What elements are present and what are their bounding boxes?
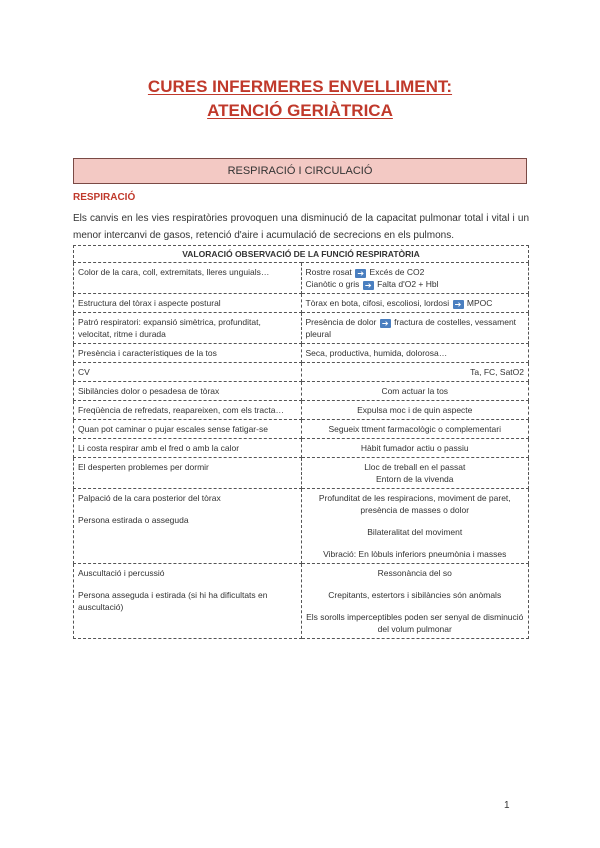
- arrow-right-icon: ➔: [363, 281, 374, 290]
- cell-text: Presència de dolor: [305, 317, 377, 327]
- cell-text: Entorn de la vivenda: [376, 474, 454, 484]
- table-cell-left: Patró respiratori: expansió simètrica, profunditat, velocitat, ritme i durada: [74, 313, 302, 344]
- cell-text: Excés de CO2: [369, 267, 425, 277]
- table-cell-left: El desperten problemes per dormir: [74, 458, 302, 489]
- table-cell-left: [74, 489, 302, 564]
- cell-text: Profunditat de les respiracions, moviment de paret, presència de masses o dolor: [318, 493, 511, 515]
- cell-text: Lloc de treball en el passat: [364, 462, 466, 472]
- cell-text: Falta d'O2 + Hbl: [377, 279, 439, 289]
- table-cell-right: Expulsa moc i de quin aspecte: [301, 401, 529, 420]
- assessment-table: [73, 245, 529, 639]
- table-cell-left: CV: [74, 363, 302, 382]
- cell-text: fractura de costelles, vessament pleural: [305, 317, 517, 339]
- table-row: [74, 382, 529, 401]
- table-cell-left: Quan pot caminar o pujar escales sense fatigar-se: [74, 420, 302, 439]
- table-cell-left: Estructura del tòrax i aspecte postural: [74, 294, 302, 313]
- cell-text: Bilateralitat del moviment: [367, 527, 463, 537]
- cell-text: Auscultació i percussió: [78, 568, 165, 578]
- arrow-right-icon: ➔: [355, 269, 366, 278]
- cell-text: Ressonància del so: [377, 568, 452, 578]
- table-row: [74, 363, 529, 382]
- table-row: [74, 489, 529, 564]
- table-cell-right: [301, 564, 529, 639]
- section-heading-box: [73, 158, 527, 184]
- table-cell-right: [301, 263, 529, 294]
- table-row: [74, 344, 529, 363]
- table-cell-right: Com actuar la tos: [301, 382, 529, 401]
- arrow-right-icon: ➔: [380, 319, 391, 328]
- table-cell-left: [74, 564, 302, 639]
- cell-text: Crepitants, estertors i sibilàncies són anòmals: [328, 590, 502, 600]
- cell-text: Palpació de la cara posterior del tòrax: [78, 493, 221, 503]
- document-title: [0, 75, 600, 123]
- table-cell-right: [301, 458, 529, 489]
- table-header-row: [74, 246, 529, 263]
- table-row: [74, 439, 529, 458]
- table-cell-right: Segueix ttment farmacològic o complementari: [301, 420, 529, 439]
- table-cell-right: Seca, productiva, humida, dolorosa…: [301, 344, 529, 363]
- table-row: [74, 564, 529, 639]
- cell-text: Els sorolls imperceptibles poden ser senyal de disminució del volum pulmonar: [306, 612, 524, 634]
- cell-text: Tòrax en bota, cifosi, escoliosi, lordosi: [305, 298, 450, 308]
- cell-text: Persona asseguda i estirada (si hi ha dificultats en auscultació): [78, 590, 268, 612]
- section-heading: RESPIRACIÓ I CIRCULACIÓ: [227, 165, 373, 177]
- table-row: [74, 263, 529, 294]
- cell-text: Cianòtic o gris: [305, 279, 360, 289]
- table-cell-right: [301, 294, 529, 313]
- table-cell-left: Li costa respirar amb el fred o amb la calor: [74, 439, 302, 458]
- table-cell-left: Presència i característiques de la tos: [74, 344, 302, 363]
- table-cell-right: Ta, FC, SatO2: [301, 363, 529, 382]
- subheading-respiracio: RESPIRACIÓ: [73, 192, 136, 203]
- table-header: VALORACIÓ OBSERVACIÓ DE LA FUNCIÓ RESPIRATÒRIA: [74, 246, 529, 263]
- cell-text: Rostre rosat: [305, 267, 352, 277]
- table-cell-right: [301, 313, 529, 344]
- table-row: [74, 294, 529, 313]
- table-cell-left: Color de la cara, coll, extremitats, lleres unguials…: [74, 263, 302, 294]
- arrow-right-icon: ➔: [453, 300, 464, 309]
- table-cell-right: Hàbit fumador actiu o passiu: [301, 439, 529, 458]
- intro-paragraph: Els canvis en les vies respiratòries provoquen una disminució de la capacitat pulmonar total i vital i un menor intercanvi de gasos, retenció d'aire i acumulació de secrecions en els pulmons.: [73, 213, 529, 241]
- table-cell-left: Sibilàncies dolor o pesadesa de tòrax: [74, 382, 302, 401]
- title-line-2: ATENCIÓ GERIÀTRICA: [207, 101, 393, 120]
- page-number: 1: [504, 800, 510, 811]
- cell-text: Persona estirada o asseguda: [78, 515, 189, 525]
- table-row: [74, 401, 529, 420]
- table-cell-left: Freqüència de refredats, reapareixen, com els tracta…: [74, 401, 302, 420]
- cell-text: MPOC: [466, 298, 493, 308]
- table-row: [74, 458, 529, 489]
- title-line-1: CURES INFERMERES ENVELLIMENT:: [147, 77, 453, 96]
- table-cell-right: [301, 489, 529, 564]
- table-row: [74, 420, 529, 439]
- table-row: [74, 313, 529, 344]
- cell-text: Vibració: En lòbuls inferiors pneumònia i masses: [323, 549, 507, 559]
